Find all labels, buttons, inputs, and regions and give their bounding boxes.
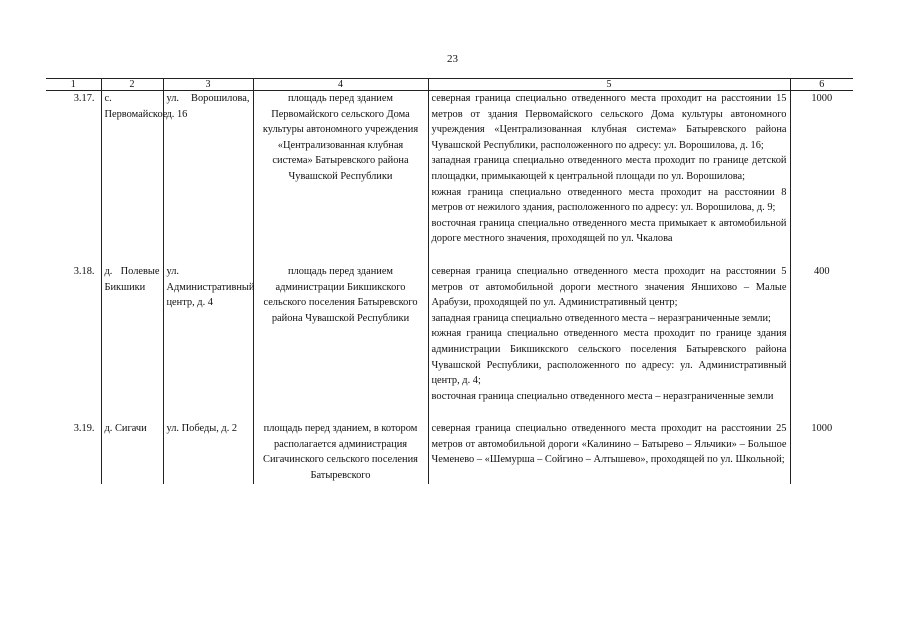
boundary-west: западная граница специально отведенного места проходит по границе детской площадки, примыкающей к центральной площади по ул. Ворошилова; [431, 155, 787, 182]
boundary-east: восточная граница специально отведенного места – неразграниченные земли [431, 390, 774, 402]
address-cell: ул. Ворошилова, д. 16 [163, 91, 253, 247]
locations-table [46, 78, 853, 484]
place-description-cell: площадь перед зданием администрации Бикшикского сельского поселения Батыревского района Чувашской Республики [253, 264, 428, 404]
column-header: 4 [253, 79, 428, 91]
column-header: 3 [163, 79, 253, 91]
row-spacer [46, 247, 853, 264]
boundary-south: южная граница специально отведенного места проходит на расстоянии 8 метров от нежилого здания, расположенного по адресу: ул. Ворошилова, д. 9; [431, 186, 787, 214]
boundaries-cell [428, 91, 790, 247]
settlement-cell: д. Сигачи [101, 421, 163, 483]
place-description-cell: площадь перед зданием, в котором располагается администрация Сигачинского сельского поселения Батыревского [253, 421, 428, 483]
column-header: 1 [46, 79, 101, 91]
address-cell: ул. Административный центр, д. 4 [163, 264, 253, 404]
boundaries-cell [428, 264, 790, 404]
column-header: 5 [428, 79, 790, 91]
settlement-cell: с. Первомайское [101, 91, 163, 247]
row-number: 3.18. [73, 265, 95, 277]
row-spacer [46, 404, 853, 421]
place-description-cell: площадь перед зданием Первомайского сельского Дома культуры автономного учреждения «Централизованная клубная система» Батыревского района Чувашской Республики [253, 91, 428, 247]
boundaries-cell [428, 421, 790, 483]
table-row [46, 264, 853, 404]
column-header: 2 [101, 79, 163, 91]
area-cell: 1000 [790, 91, 853, 247]
page-number: 23 [447, 53, 458, 65]
settlement-cell: д. Полевые Бикшики [101, 264, 163, 404]
column-header: 6 [790, 79, 853, 91]
boundary-west: западная граница специально отведенного места – неразграниченные земли; [431, 312, 771, 324]
boundary-east: восточная граница специально отведенного места примыкает к автомобильной дороге местного значения, проходящей по ул. Чкалова [431, 217, 787, 245]
boundary-north: северная граница специально отведенного места проходит на расстоянии 25 метров от автомобильной дороги «Калинино – Батырево – Яльчики» – Большое Чеменево – «Шемурша – Сойгино – Алтышево», проходящей по ул. Школьной; [431, 423, 787, 466]
row-number: 3.17. [73, 93, 95, 104]
area-cell: 1000 [790, 421, 853, 483]
table-row [46, 91, 853, 247]
boundary-south: южная граница специально отведенного места проходит по границе здания администрации Бикшикского сельского поселения Батыревского района Чувашской Республики, расположенного по адресу: ул. Административный центр, д. 4; [431, 328, 787, 387]
boundary-north: северная граница специально отведенного места проходит на расстоянии 5 метров от автомобильной дороги местного значения Яншихово – Малые Арабузи, проходящей по ул. Административный центр; [431, 265, 787, 309]
table-row [46, 421, 853, 483]
area-cell: 400 [790, 264, 853, 404]
table-header [46, 79, 853, 91]
boundary-north: северная граница специально отведенного места проходит на расстоянии 15 метров от здания Первомайского сельского Дома культуры автономного учреждения «Централизованная клубная система» Батыревского района Чувашской Республики, расположенного по адресу: ул. Ворошилова, д. 16; [431, 93, 787, 151]
row-number: 3.19. [73, 423, 95, 435]
address-cell: ул. Победы, д. 2 [163, 421, 253, 483]
